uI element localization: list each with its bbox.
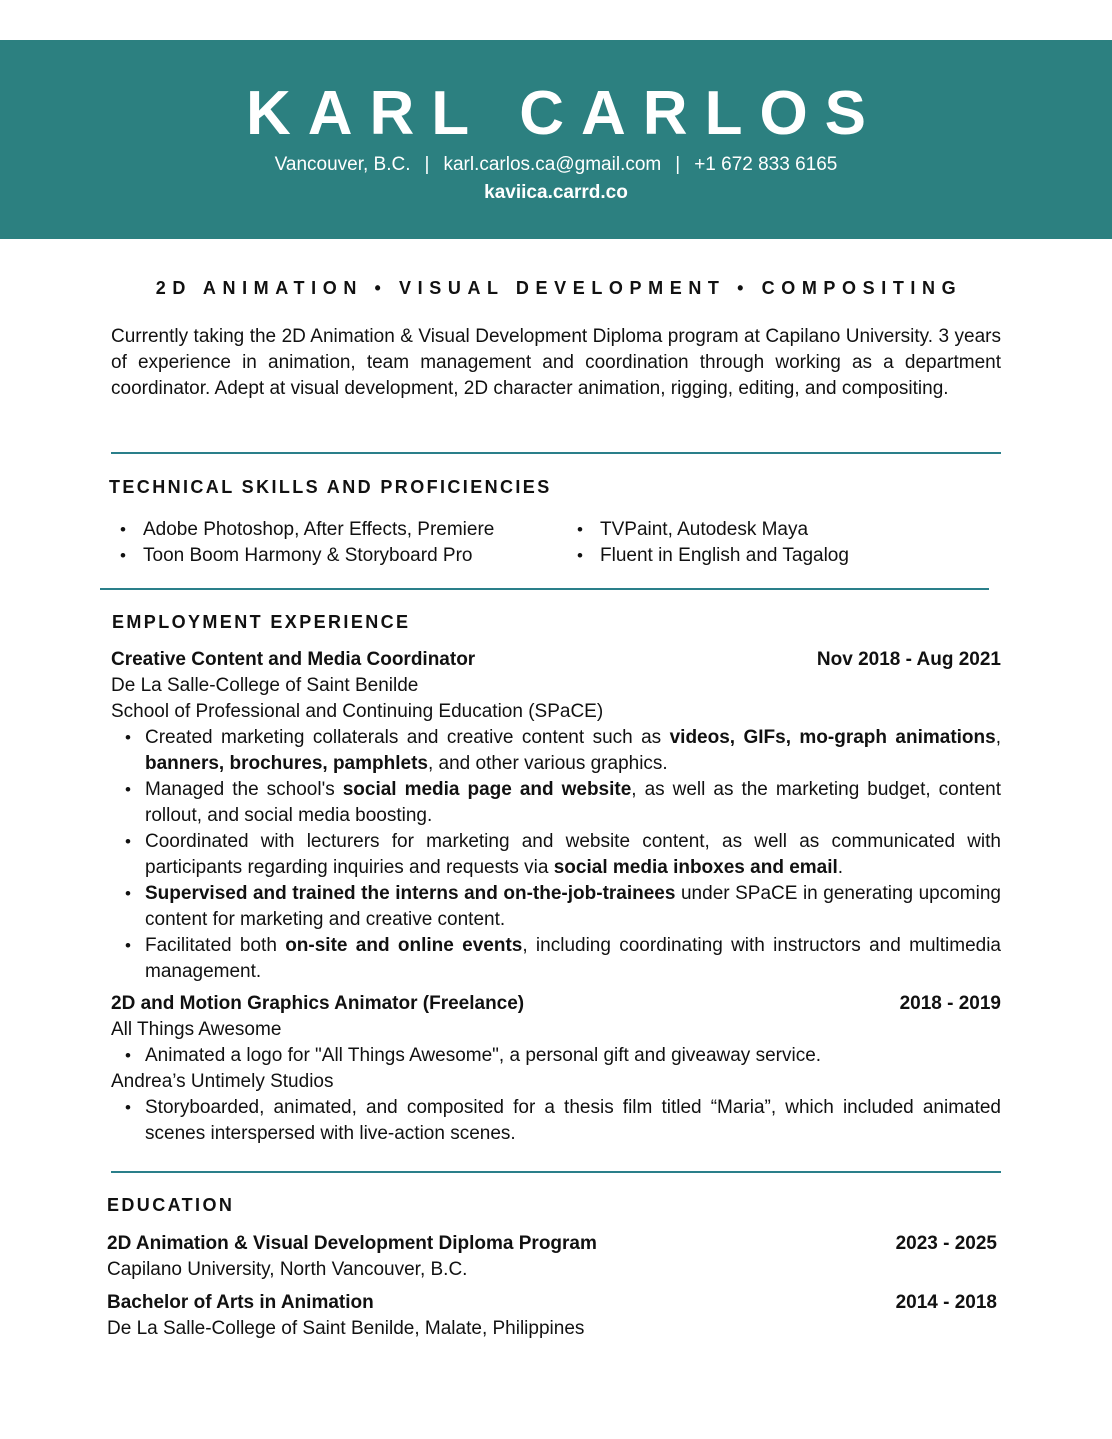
school-name: De La Salle-College of Saint Benilde, Malate, Philippines <box>107 1318 585 1339</box>
phone-number[interactable]: +1 672 833 6165 <box>694 154 838 175</box>
text-run: Created marketing collaterals and creative content such as <box>145 727 670 748</box>
job-bullet: • Storyboarded, animated, and composited for a thesis film titled “Maria”, which included animated scenes interspersed with live-action scenes. <box>111 1095 1001 1147</box>
client-name: Andrea’s Untimely Studios <box>111 1071 334 1092</box>
skill-item: • Fluent in English and Tagalog <box>575 543 915 569</box>
education-dates: 2014 - 2018 <box>895 1292 997 1313</box>
job-bullet <box>111 933 1001 985</box>
text-run: Facilitated both <box>145 935 286 956</box>
job-header <box>111 991 1001 1017</box>
separator: | <box>424 154 430 175</box>
text-run: , <box>995 727 1001 748</box>
degree-title: Bachelor of Arts in Animation <box>107 1292 374 1313</box>
job-entry <box>111 991 1001 1147</box>
job-dates: 2018 - 2019 <box>899 993 1001 1014</box>
education-entry <box>107 1290 997 1342</box>
education-entry <box>107 1231 997 1283</box>
education-heading: EDUCATION <box>107 1195 235 1215</box>
tagline: 2D ANIMATION • VISUAL DEVELOPMENT • COMPOSITING <box>155 278 963 298</box>
school-name: Capilano University, North Vancouver, B.C. <box>107 1259 468 1280</box>
summary-paragraph: Currently taking the 2D Animation & Visual Development Diploma program at Capilano University. 3 years of experience in animation, team management and coordination through working as a department coordinator. Adept at visual development, 2D character animation, rigging, editing, and compositing. <box>111 326 1001 399</box>
section-divider <box>111 1171 1001 1173</box>
header-banner <box>0 40 1112 239</box>
client-name: All Things Awesome <box>111 1019 282 1040</box>
text-run: , including coordinating with instructors and multimedia management. <box>145 935 1001 982</box>
bold-text: Supervised and trained the interns and on-the-job-trainees <box>145 883 676 904</box>
bold-text: banners, brochures, pamphlets <box>145 753 428 774</box>
text-run: . <box>837 857 844 878</box>
bold-text: social media inboxes and email <box>553 857 838 878</box>
bold-text: social media page and website <box>342 779 632 800</box>
text-run: Coordinated with lecturers for marketing and website content, as well as communicated with participants regarding inquiries and requests via <box>145 831 1001 878</box>
skill-item: • TVPaint, Autodesk Maya <box>575 517 915 543</box>
job-dates: Nov 2018 - Aug 2021 <box>816 649 1001 670</box>
skill-item: • Toon Boom Harmony & Storyboard Pro <box>118 543 575 569</box>
job-department: School of Professional and Continuing Education (SPaCE) <box>111 701 604 722</box>
job-title: Creative Content and Media Coordinator <box>111 649 476 670</box>
text-run: , as well as the marketing budget, content rollout, and social media boosting. <box>145 779 1001 826</box>
text-run: , and other various graphics. <box>427 753 668 774</box>
location: Vancouver, B.C. <box>274 154 411 175</box>
degree-title: 2D Animation & Visual Development Diploma Program <box>107 1233 597 1254</box>
job-title: 2D and Motion Graphics Animator (Freelance) <box>111 993 525 1014</box>
section-divider <box>100 588 989 590</box>
email-link[interactable]: karl.carlos.ca@gmail.com <box>443 154 662 175</box>
job-organization: De La Salle-College of Saint Benilde <box>111 675 419 696</box>
bold-text: on-site and online events <box>285 935 523 956</box>
education-header <box>107 1290 997 1316</box>
education-header <box>107 1231 997 1257</box>
candidate-name: KARL CARLOS <box>245 79 884 148</box>
job-bullet <box>111 829 1001 881</box>
text-run: Managed the school's <box>145 779 343 800</box>
bold-text: videos, GIFs, mo-graph animations <box>669 727 996 748</box>
separator: | <box>675 154 681 175</box>
employment-heading: EMPLOYMENT EXPERIENCE <box>112 612 411 632</box>
skill-item: • Adobe Photoshop, After Effects, Premiere <box>118 517 575 543</box>
text-run: under SPaCE in generating upcoming content for marketing and creative content. <box>145 883 1001 930</box>
job-bullet <box>111 881 1001 933</box>
website-link[interactable]: kaviica.carrd.co <box>484 182 628 203</box>
job-header <box>111 647 1001 673</box>
skills-heading: TECHNICAL SKILLS AND PROFICIENCIES <box>109 477 552 497</box>
education-dates: 2023 - 2025 <box>895 1233 997 1254</box>
job-bullet <box>111 725 1001 777</box>
job-bullets <box>111 725 1001 985</box>
section-divider <box>111 452 1001 454</box>
job-bullet <box>111 777 1001 829</box>
job-entry <box>111 647 1001 985</box>
skills-list <box>118 517 918 569</box>
contact-line <box>0 154 1112 176</box>
job-bullet: • Animated a logo for "All Things Awesome", a personal gift and giveaway service. <box>111 1043 1001 1069</box>
